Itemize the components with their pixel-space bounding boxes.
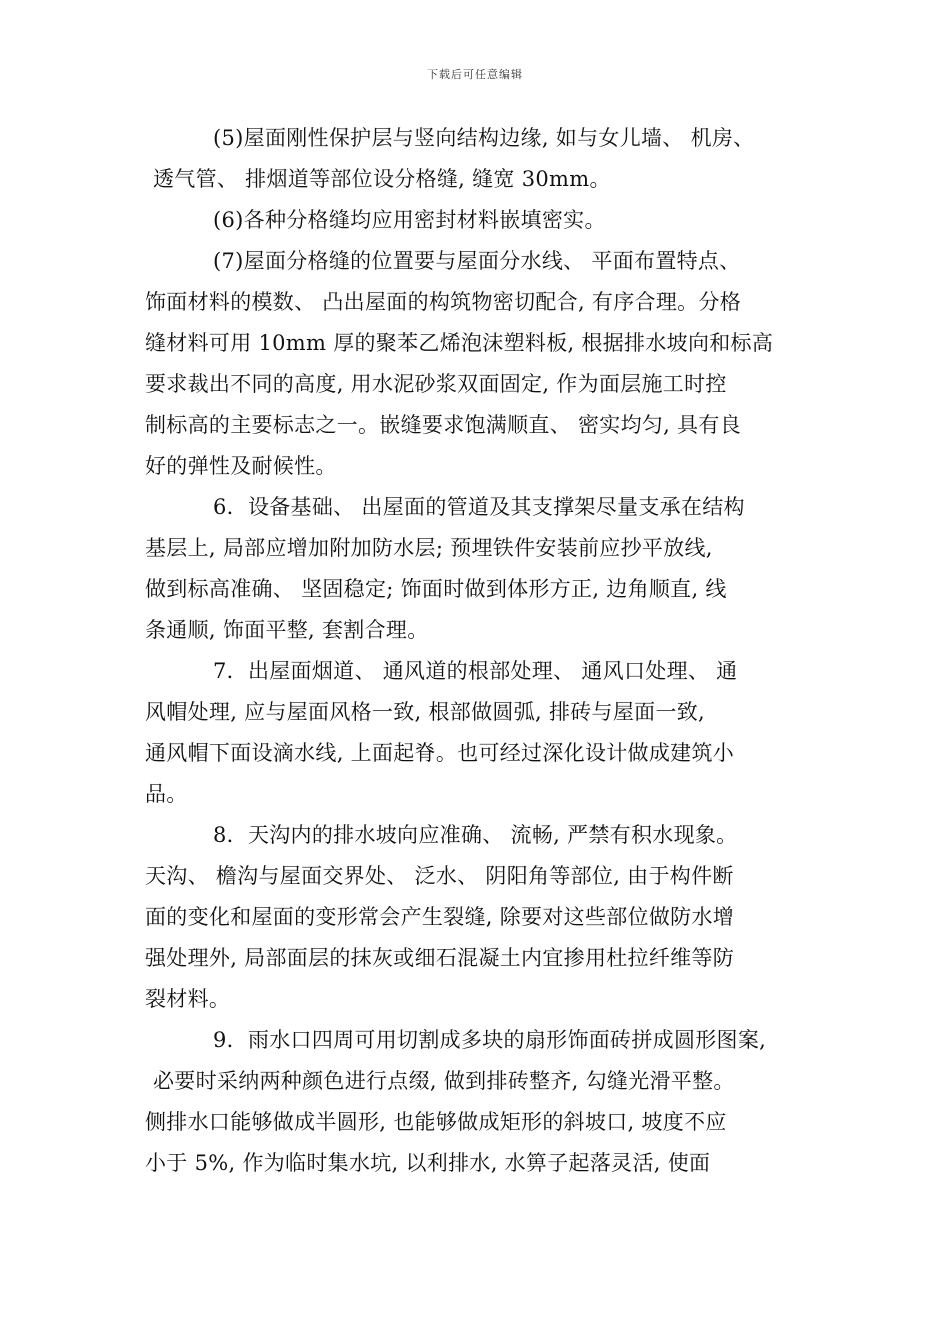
text-line: 侧排水口能够做成半圆形, 也能够做成矩形的斜坡口, 坡度不应: [145, 1110, 727, 1134]
text-line: 品。: [145, 782, 188, 806]
text-line: (7)屋面分格缝的位置要与屋面分水线、 平面布置特点、: [213, 249, 741, 273]
text-line: 面的变化和屋面的变形常会产生裂缝, 除要对这些部位做防水增: [145, 905, 735, 929]
text-line: 小于 5%, 作为临时集水坑, 以利排水, 水箅子起落灵活, 使面: [145, 1151, 711, 1175]
text-line: 透气管、 排烟道等部位设分格缝, 缝宽 30mm。: [153, 167, 611, 191]
text-line: 6．设备基础、 出屋面的管道及其支撑架尽量支承在结构: [213, 495, 745, 519]
text-line: 必要时采纳两种颜色进行点缀, 做到排砖整齐, 勾缝光滑平整。: [153, 1069, 735, 1093]
document-body: [145, 118, 815, 1184]
page-header: 下载后可任意编辑: [427, 68, 523, 81]
text-line: 通风帽下面设滴水线, 上面起脊。也可经过深化设计做成建筑小: [145, 741, 735, 765]
text-line: 饰面材料的模数、 凸出屋面的构筑物密切配合, 有序合理。分格: [145, 290, 742, 314]
text-line: 条通顺, 饰面平整, 套割合理。: [145, 618, 429, 642]
text-line: (6)各种分格缝均应用密封材料嵌填密实。: [213, 208, 606, 232]
text-line: 风帽处理, 应与屋面风格一致, 根部做圆弧, 排砖与屋面一致,: [145, 700, 706, 724]
text-line: 制标高的主要标志之一。嵌缝要求饱满顺直、 密实均匀, 具有良: [145, 413, 742, 437]
text-line: 7．出屋面烟道、 通风道的根部处理、 通风口处理、 通: [213, 659, 738, 683]
text-line: 好的弹性及耐候性。: [145, 454, 337, 478]
text-line: 强处理外, 局部面层的抹灰或细石混凝土内宜掺用杜拉纤维等防: [145, 946, 735, 970]
text-line: 8．天沟内的排水坡向应准确、 流畅, 严禁有积水现象。: [213, 823, 738, 847]
text-line: 9．雨水口四周可用切割成多块的扇形饰面砖拼成圆形图案,: [213, 1028, 767, 1052]
text-line: 天沟、 檐沟与屋面交界处、 泛水、 阴阳角等部位, 由于构件断: [145, 864, 734, 888]
text-line: 做到标高准确、 坚固稳定; 饰面时做到体形方正, 边角顺直, 线: [145, 577, 727, 601]
text-line: (5)屋面刚性保护层与竖向结构边缘, 如与女儿墙、 机房、: [213, 126, 755, 150]
text-line: 裂材料。: [145, 987, 231, 1011]
text-line: 缝材料可用 10mm 厚的聚苯乙烯泡沫塑料板, 根据排水坡向和标高: [145, 331, 774, 355]
text-line: 要求裁出不同的高度, 用水泥砂浆双面固定, 作为面层施工时控: [145, 372, 727, 396]
text-line: 基层上, 局部应增加附加防水层; 预埋铁件安装前应抄平放线,: [145, 536, 713, 560]
